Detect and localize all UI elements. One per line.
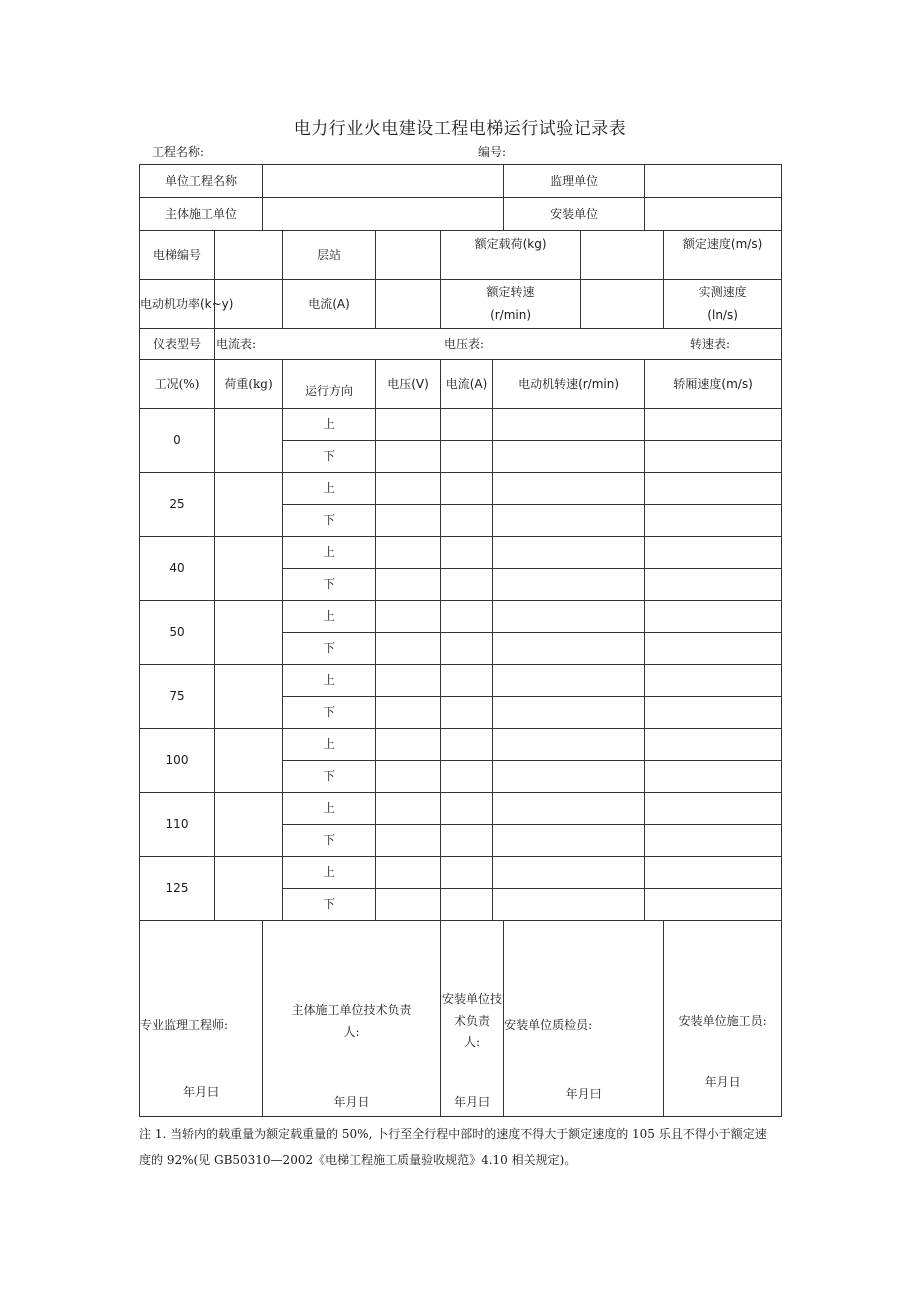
rated-load-value[interactable] xyxy=(581,231,664,280)
direction-cell: 上 xyxy=(283,665,376,697)
voltage-cell[interactable] xyxy=(376,857,441,889)
motor-speed-cell[interactable] xyxy=(493,441,645,473)
car-speed-cell[interactable] xyxy=(645,473,782,505)
load-cell[interactable] xyxy=(215,857,283,921)
voltage-cell[interactable] xyxy=(376,761,441,793)
rated-speed-label: 额定速度(m/s) xyxy=(664,231,782,280)
voltage-cell[interactable] xyxy=(376,473,441,505)
motor-speed-cell[interactable] xyxy=(493,761,645,793)
load-cell[interactable] xyxy=(215,409,283,473)
direction-cell: 下 xyxy=(283,761,376,793)
rated-rev-text: 额定转速 xyxy=(486,285,535,299)
current-cell[interactable] xyxy=(441,505,493,537)
load-cell[interactable] xyxy=(215,473,283,537)
motor-speed-cell[interactable] xyxy=(493,825,645,857)
current-cell[interactable] xyxy=(441,761,493,793)
direction-cell: 下 xyxy=(283,441,376,473)
table-row xyxy=(140,537,782,569)
direction-cell: 上 xyxy=(283,537,376,569)
sig-install-tech-date: 年月曰 xyxy=(454,1095,491,1109)
instrument-values xyxy=(215,329,782,360)
table-row xyxy=(140,409,782,441)
load-cell[interactable] xyxy=(215,601,283,665)
ammeter-label: 电流表: xyxy=(216,337,257,351)
direction-cell: 下 xyxy=(283,697,376,729)
voltage-cell[interactable] xyxy=(376,569,441,601)
current-cell[interactable] xyxy=(441,633,493,665)
col-car-speed: 轿厢速度(m/s) xyxy=(645,360,782,409)
table-row xyxy=(140,729,782,761)
motor-speed-cell[interactable] xyxy=(493,857,645,889)
car-speed-cell[interactable] xyxy=(645,793,782,825)
table-row xyxy=(140,665,782,697)
car-speed-cell[interactable] xyxy=(645,761,782,793)
rated-rev-value[interactable] xyxy=(581,280,664,329)
current-cell[interactable] xyxy=(441,729,493,761)
direction-cell: 上 xyxy=(283,473,376,505)
table-row xyxy=(140,473,782,505)
car-speed-cell[interactable] xyxy=(645,505,782,537)
measured-speed-text: 实测速度 xyxy=(698,285,747,299)
car-speed-cell[interactable] xyxy=(645,569,782,601)
car-speed-cell[interactable] xyxy=(645,665,782,697)
motor-speed-cell[interactable] xyxy=(493,633,645,665)
instrument-label: 仪表型号 xyxy=(140,329,215,360)
installer-label: 安装单位 xyxy=(504,198,645,231)
main-contractor-value[interactable] xyxy=(263,198,504,231)
voltmeter-label: 电压表: xyxy=(444,337,485,351)
voltage-cell[interactable] xyxy=(376,441,441,473)
direction-cell: 下 xyxy=(283,569,376,601)
condition-cell: 100 xyxy=(140,729,215,793)
installer-value[interactable] xyxy=(645,198,782,231)
direction-cell: 下 xyxy=(283,505,376,537)
measured-speed-label xyxy=(664,280,782,329)
motor-speed-cell[interactable] xyxy=(493,537,645,569)
voltage-cell[interactable] xyxy=(376,665,441,697)
sig-supervisor[interactable] xyxy=(140,921,263,1117)
load-cell[interactable] xyxy=(215,665,283,729)
condition-cell: 40 xyxy=(140,537,215,601)
current-cell[interactable] xyxy=(441,409,493,441)
motor-speed-cell[interactable] xyxy=(493,505,645,537)
voltage-cell[interactable] xyxy=(376,409,441,441)
direction-cell: 下 xyxy=(283,889,376,921)
voltage-cell[interactable] xyxy=(376,601,441,633)
motor-power-label: 电动机功率(k~y) xyxy=(140,280,215,329)
motor-speed-cell[interactable] xyxy=(493,697,645,729)
load-cell[interactable] xyxy=(215,793,283,857)
load-cell[interactable] xyxy=(215,537,283,601)
current-cell[interactable] xyxy=(441,665,493,697)
direction-cell: 上 xyxy=(283,409,376,441)
current-cell[interactable] xyxy=(441,857,493,889)
supervision-label: 监理单位 xyxy=(504,165,645,198)
sig-main-tech-line1: 主体施工单位技术负责 xyxy=(291,1002,412,1017)
table-row xyxy=(140,793,782,825)
table-row xyxy=(140,601,782,633)
unit-project-label: 单位工程名称 xyxy=(140,165,263,198)
load-cell[interactable] xyxy=(215,729,283,793)
sig-inspector[interactable] xyxy=(504,921,664,1117)
condition-cell: 110 xyxy=(140,793,215,857)
col-load: 荷重(kg) xyxy=(215,360,283,409)
sig-supervisor-date: 年月曰 xyxy=(183,1085,220,1099)
condition-cell: 0 xyxy=(140,409,215,473)
elevator-test-record-table xyxy=(139,164,782,1117)
condition-cell: 25 xyxy=(140,473,215,537)
car-speed-cell[interactable] xyxy=(645,409,782,441)
car-speed-cell[interactable] xyxy=(645,601,782,633)
rated-rev-unit: (r/min) xyxy=(490,308,532,322)
voltage-cell[interactable] xyxy=(376,633,441,665)
car-speed-cell[interactable] xyxy=(645,729,782,761)
rated-rev-label xyxy=(441,280,581,329)
measured-speed-unit: (ln/s) xyxy=(707,308,738,322)
voltage-cell[interactable] xyxy=(376,729,441,761)
footnote-line2: 度的 92%(见 GB50310—2002《电梯工程施工质量验收规范》4.10 相关规定)。 xyxy=(139,1153,577,1167)
motor-speed-cell[interactable] xyxy=(493,473,645,505)
current-cell[interactable] xyxy=(441,569,493,601)
direction-cell: 下 xyxy=(283,633,376,665)
unit-project-value[interactable] xyxy=(263,165,504,198)
current-cell[interactable] xyxy=(441,825,493,857)
floor-stop-label: 层站 xyxy=(283,231,376,280)
sig-main-tech[interactable] xyxy=(263,921,441,1117)
direction-cell: 下 xyxy=(283,825,376,857)
voltage-cell[interactable] xyxy=(376,889,441,921)
condition-cell: 75 xyxy=(140,665,215,729)
car-speed-cell[interactable] xyxy=(645,857,782,889)
car-speed-cell[interactable] xyxy=(645,441,782,473)
current-cell[interactable] xyxy=(441,473,493,505)
current-cell[interactable] xyxy=(441,601,493,633)
sig-constructor-date: 年月日 xyxy=(704,1075,741,1089)
motor-speed-cell[interactable] xyxy=(493,889,645,921)
current-cell[interactable] xyxy=(441,793,493,825)
sig-install-tech-label xyxy=(441,983,503,1054)
car-speed-cell[interactable] xyxy=(645,633,782,665)
motor-speed-cell[interactable] xyxy=(493,793,645,825)
floor-stop-value[interactable] xyxy=(376,231,441,280)
footnote-line1: 注 1. 当轿内的载重量为额定载重量的 50%, 卜行至全行程中部时的速度不得大于额定速度的 105 乐且不得小于额定速 xyxy=(139,1127,767,1141)
number-label: 编号: xyxy=(478,145,507,159)
current-cell[interactable] xyxy=(441,441,493,473)
direction-cell: 上 xyxy=(283,857,376,889)
rated-load-label: 额定载荷(kg) xyxy=(441,231,581,280)
voltage-cell[interactable] xyxy=(376,505,441,537)
condition-cell: 50 xyxy=(140,601,215,665)
elevator-no-label: 电梯编号 xyxy=(140,231,215,280)
motor-speed-cell[interactable] xyxy=(493,569,645,601)
sig-install-tech[interactable] xyxy=(441,921,504,1117)
footnote xyxy=(139,1121,789,1173)
current-info-label: 电流(A) xyxy=(283,280,376,329)
sig-main-tech-label xyxy=(263,994,440,1043)
voltage-cell[interactable] xyxy=(376,793,441,825)
motor-speed-cell[interactable] xyxy=(493,409,645,441)
direction-cell: 上 xyxy=(283,793,376,825)
car-speed-cell[interactable] xyxy=(645,825,782,857)
col-voltage: 电压(V) xyxy=(376,360,441,409)
col-current: 电流(A) xyxy=(441,360,493,409)
page-title: 电力行业火电建设工程电梯运行试验记录表 xyxy=(293,119,627,139)
motor-speed-cell[interactable] xyxy=(493,729,645,761)
sig-supervisor-label: 专业监理工程师: xyxy=(140,1017,229,1032)
current-cell[interactable] xyxy=(441,889,493,921)
sig-constructor[interactable] xyxy=(664,921,782,1117)
direction-cell: 上 xyxy=(283,601,376,633)
motor-speed-cell[interactable] xyxy=(493,601,645,633)
sig-install-tech-line2: 人: xyxy=(464,1035,481,1050)
col-condition: 工况(%) xyxy=(140,360,215,409)
data-rows xyxy=(140,409,782,921)
car-speed-cell[interactable] xyxy=(645,537,782,569)
condition-cell: 125 xyxy=(140,857,215,921)
sig-main-tech-line2: 人: xyxy=(343,1024,360,1039)
col-motor-speed: 电动机转速(r/min) xyxy=(493,360,645,409)
voltage-cell[interactable] xyxy=(376,537,441,569)
supervision-value[interactable] xyxy=(645,165,782,198)
car-speed-cell[interactable] xyxy=(645,889,782,921)
direction-cell: 上 xyxy=(283,729,376,761)
project-name-label: 工程名称: xyxy=(152,145,205,159)
sig-constructor-label: 安装单位施工员: xyxy=(678,1013,767,1028)
current-info-value[interactable] xyxy=(376,280,441,329)
sig-inspector-label: 安装单位质检员: xyxy=(504,1017,593,1032)
elevator-no-value[interactable] xyxy=(215,231,283,280)
voltage-cell[interactable] xyxy=(376,697,441,729)
table-row xyxy=(140,857,782,889)
col-direction: 运行方向 xyxy=(283,360,376,409)
sig-install-tech-line1: 安装单位技术负责 xyxy=(442,992,503,1028)
tachometer-label: 转速表: xyxy=(690,337,731,351)
car-speed-cell[interactable] xyxy=(645,697,782,729)
current-cell[interactable] xyxy=(441,697,493,729)
current-cell[interactable] xyxy=(441,537,493,569)
voltage-cell[interactable] xyxy=(376,825,441,857)
main-contractor-label: 主体施工单位 xyxy=(140,198,263,231)
sig-main-tech-date: 年月日 xyxy=(333,1095,370,1109)
motor-speed-cell[interactable] xyxy=(493,665,645,697)
sig-inspector-date: 年月曰 xyxy=(565,1087,602,1101)
